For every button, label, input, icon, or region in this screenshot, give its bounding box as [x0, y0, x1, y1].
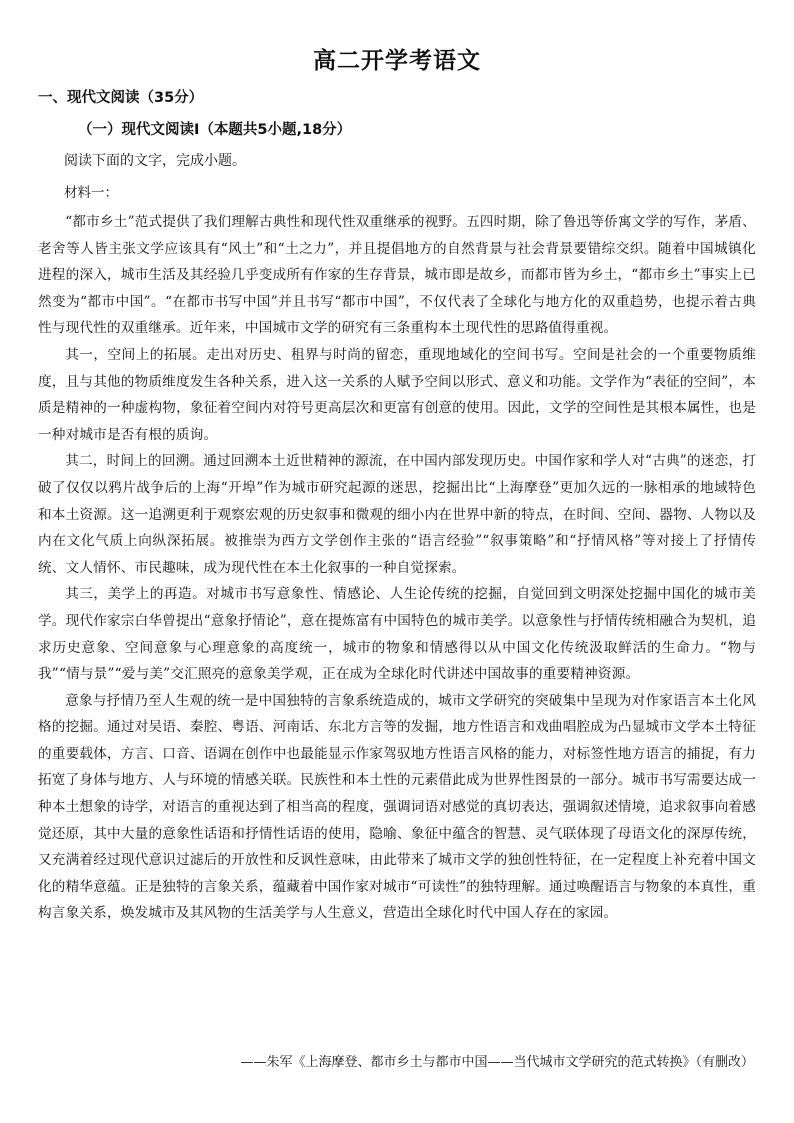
passage-paragraph-3: 其二，时间上的回溯。通过回溯本土近世精神的源流，在中国内部发现历史。中国作家和学人对“古典”的迷恋，打破了仅仅以鸦片战争后的上海“开埠”作为城市研究起源的迷思，挖掘出比“上海摩登”更加久远的一脉相承的地域特色和本土资源。这一追溯更利于观察宏观的历史叙事和微观的细小内在世界中新的特点，在时间、空间、器物、人物以及内在文化气质上向纵深拓展。被推崇为西方文学创作主张的“语言经验”“叙事策略”和“抒情风格”等对接上了抒情传统、文人情怀、市民趣味，成为现代性在本土化叙事的一种自觉探索。 [38, 453, 756, 576]
instruction-text: 阅读下面的文字，完成小题。 [64, 153, 246, 169]
section-heading: 一、现代文阅读（35分） [38, 90, 204, 106]
subsection-heading: （一）现代文阅读Ⅰ（本题共5小题,18分） [78, 122, 352, 138]
passage-paragraph-2: 其一，空间上的拓展。走出对历史、租界与时尚的留恋，重现地域化的空间书写。空间是社会的一个重要物质维度，且与其他的物质维度发生各种关系，进入这一关系的人赋予空间以形式、意义和功能。文学作为“表征的空间”，本质是精神的一种虚构物，象征着空间内对符号更高层次和更富有创意的使用。因此，文学的空间性是其根本属性，也是一种对城市是否有根的质询。 [38, 346, 756, 443]
passage-body [38, 209, 756, 927]
passage-paragraph-4: 其三，美学上的再造。对城市书写意象性、情感论、人生论传统的挖掘，自觉回到文明深处挖掘中国化的城市美学。现代作家宗白华曾提出“意象抒情论”，意在提炼富有中国特色的城市美学。以意象性与抒情传统相融合为契机，追求历史意象、空间意象与心理意象的高度统一，城市的物象和情感得以从中国文化传统汲取鲜活的生命力。“物与我”“情与景”“爱与美”交汇照亮的意象美学观，正在成为全球化时代讲述中国故事的重要精神资源。 [38, 586, 756, 683]
page-title: 高二开学考语文 [313, 48, 481, 74]
source-citation: ——朱军《上海摩登、都市乡土与都市中国——当代城市文学研究的范式转换》（有删改） [240, 1055, 754, 1070]
passage-paragraph-5: 意象与抒情乃至人生观的统一是中国独特的言象系统造成的，城市文学研究的突破集中呈现为对作家语言本土化风格的挖掘。通过对吴语、秦腔、粤语、河南话、东北方言等的发掘，地方性语言和戏曲唱腔成为凸显城市文学本土特征的重要载体，方言、口音、语调在创作中也最能显示作家驾驭地方性语言风格的能力，对标签性地方语言的捕捉，有力拓宽了身体与地方、人与环境的情感关联。民族性和本土性的元素借此成为世界性图景的一部分。城市书写需要达成一种本土想象的诗学，对语言的重视达到了相当高的程度，强调词语对感觉的真切表达，强调叙述情境，追求叙事向着感觉还原，其中大量的意象性话语和抒情性话语的使用，隐喻、象征中蕴含的智慧、灵气联体现了母语文化的深厚传统，又充满着经过现代意识过滤后的开放性和反讽性意味，由此带来了城市文学的独创性特征，在一定程度上补充着中国文化的精华意蕴。正是独特的言象关系，蕴藏着中国作家对城市“可读性”的独特理解。通过唤醒语言与物象的本真性，重构言象关系，焕发城市及其风物的生活美学与人生意义，营造出全球化时代中国人存在的家园。 [38, 692, 756, 922]
material-label: 材料一： [64, 185, 118, 201]
passage-paragraph-1: “都市乡土”范式提供了我们理解古典性和现代性双重继承的视野。五四时期，除了鲁迅等侨寓文学的写作，茅盾、老舍等人皆主张文学应该具有“风土”和“土之力”，并且提倡地方的自然背景与社会背景要错综交织。随着中国城镇化进程的深入，城市生活及其经验几乎变成所有作家的生存背景，城市即是故乡，而都市皆为乡土，“都市乡土”事实上已然变为“都市中国”。“在都市书写中国”并且书写“都市中国”，不仅代表了全球化与地方化的双重趋势，也提示着古典性与现代性的双重继承。近年来，中国城市文学的研究有三条重构本土现代性的思路值得重视。 [38, 214, 756, 337]
